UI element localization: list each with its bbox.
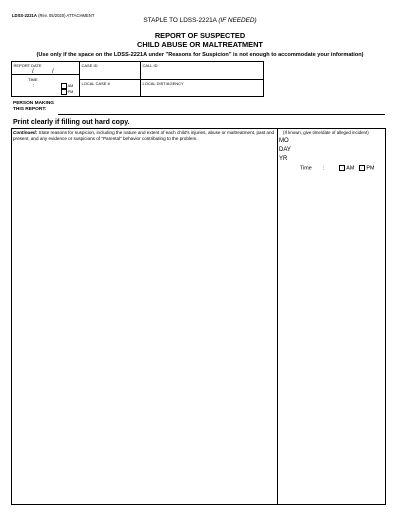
- person-making-report-label: [13, 101, 54, 113]
- incident-am-label: AM: [346, 165, 355, 172]
- continued-lead: Continued:: [13, 130, 38, 135]
- form-code: LDSS-2221A: [12, 13, 37, 18]
- staple-text: STAPLE TO LDSS-2221A: [143, 17, 219, 24]
- local-case-label: LOCAL CASE #: [81, 81, 110, 86]
- report-date-field[interactable]: [12, 62, 80, 75]
- local-dist-label: LOCAL DIST/AGENCY: [142, 81, 184, 86]
- incident-pm-label: PM: [366, 165, 375, 172]
- continued-text-area[interactable]: [11, 128, 386, 505]
- am-checkbox[interactable]: [61, 83, 67, 89]
- person-making-line2: THIS REPORT:: [13, 107, 47, 112]
- am-label: AM: [67, 83, 74, 88]
- pm-option[interactable]: [61, 89, 73, 95]
- date-slash-1: /: [32, 69, 34, 75]
- incident-month-field[interactable]: MO: [279, 138, 289, 144]
- incident-note: (If known, give time/date of alleged incident): [283, 130, 369, 135]
- pm-label: PM: [67, 89, 74, 94]
- date-slash-2: /: [52, 69, 54, 75]
- local-case-field[interactable]: [80, 80, 141, 97]
- incident-day-field[interactable]: DAY: [279, 147, 291, 153]
- case-id-field[interactable]: [80, 62, 141, 80]
- usage-instruction: (Use only if the space on the LDSS-2221A under "Reasons for Suspicion" is not enough to accommodate your information): [36, 52, 364, 58]
- report-info-grid: [11, 61, 264, 97]
- incident-time-colon: :: [322, 165, 325, 172]
- incident-year-field[interactable]: YR: [279, 156, 288, 162]
- call-id-label: CALL ID: [142, 63, 158, 68]
- staple-if-needed: (IF NEEDED): [218, 17, 257, 24]
- incident-time-label: Time: [300, 165, 312, 172]
- continued-instructions: [13, 130, 275, 142]
- time-label: TIME: [28, 77, 38, 82]
- report-date-label: REPORT DATE: [13, 63, 42, 68]
- person-making-line1: PERSON MAKING: [13, 101, 55, 106]
- local-dist-field[interactable]: [141, 80, 264, 97]
- staple-instruction: [0, 17, 400, 24]
- time-colon: :: [33, 83, 35, 89]
- form-revision: (Rev. 05/2020) ATTACHMENT: [38, 13, 95, 18]
- pm-checkbox[interactable]: [61, 89, 67, 95]
- page-title-line1: REPORT OF SUSPECTED: [154, 31, 246, 40]
- case-id-label: CASE ID: [81, 63, 98, 68]
- incident-pm-checkbox[interactable]: [359, 165, 365, 171]
- call-id-field[interactable]: [141, 62, 264, 80]
- page-title-line2: CHILD ABUSE OR MALTREATMENT: [137, 40, 263, 49]
- am-option[interactable]: [61, 83, 73, 89]
- column-divider: [277, 128, 278, 505]
- person-making-report-field[interactable]: [58, 114, 385, 115]
- incident-am-checkbox[interactable]: [339, 165, 345, 171]
- print-clearly-note: Print clearly if filling out hard copy.: [13, 119, 130, 126]
- time-field[interactable]: [12, 75, 80, 97]
- continued-text: State reasons for suspicion, including the nature and extent of each child's injuries, abuse or maltreatment, past and present, and any evidence or suspicions of "Parental" behavior contributing to the problem.: [13, 130, 275, 141]
- incident-time-row: [300, 165, 374, 171]
